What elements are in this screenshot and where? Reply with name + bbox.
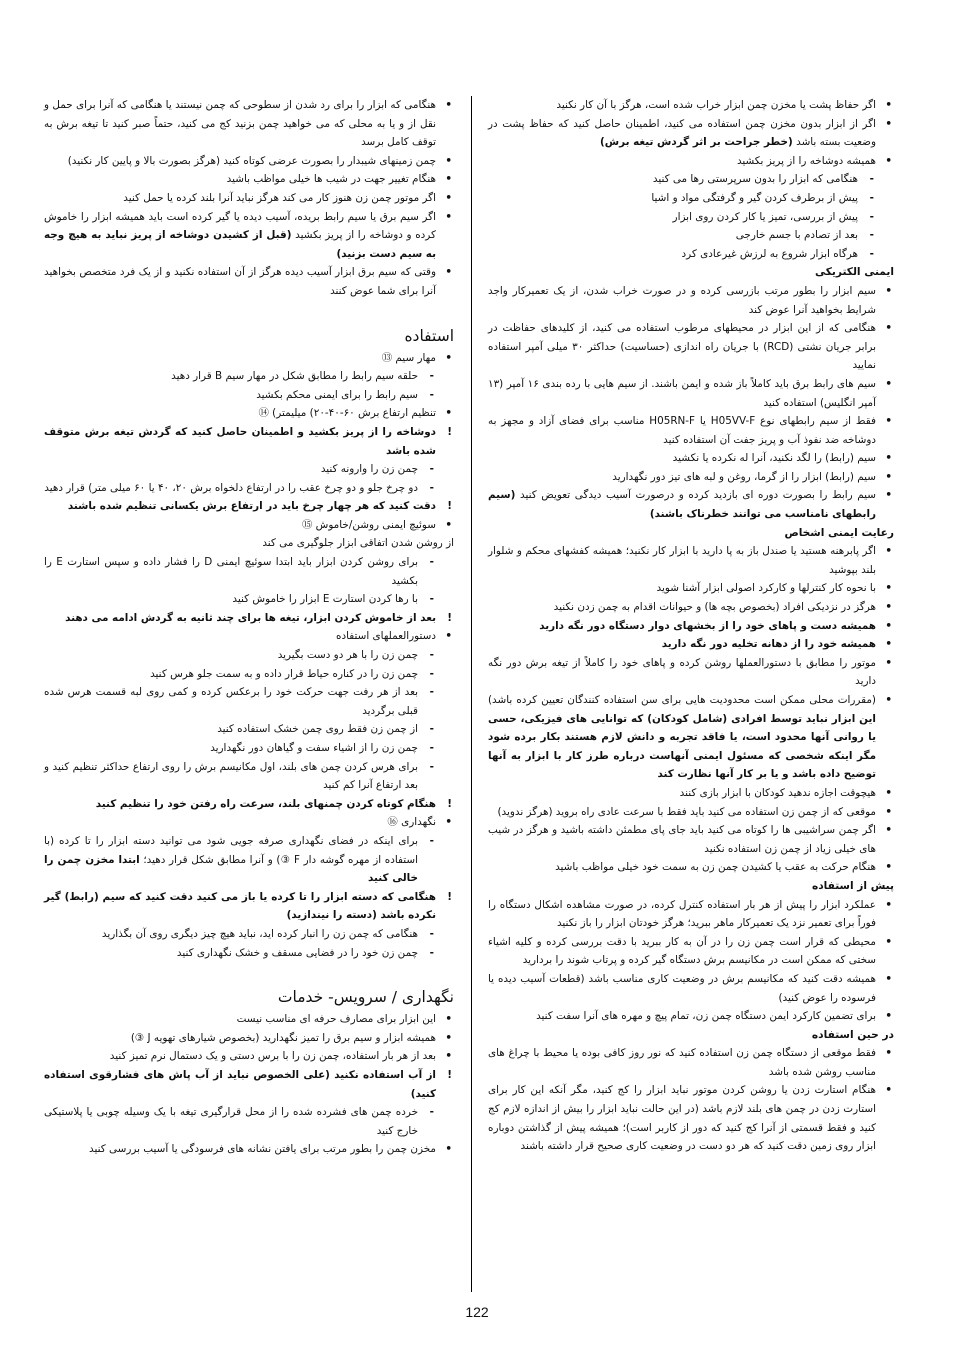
sub-item (488, 226, 894, 245)
text: هنگام حرکت به عقب یا کشیدن چمن زن به سمت خود خیلی مواظب باشید (555, 861, 876, 874)
bullet-item (44, 404, 454, 423)
bullet-icon: • (445, 1013, 452, 1026)
bullet-item (44, 1010, 454, 1029)
text: در حین استفاده (811, 1028, 894, 1041)
dash-icon: - (429, 946, 434, 959)
sub-item (44, 386, 454, 405)
bullet-icon: • (885, 154, 892, 167)
sub-item (44, 1103, 454, 1140)
bold-text: هنگام کوتاه کردن چمنهای بلند، سرعت راه رفتن خود را تنظیم کنید (95, 797, 436, 810)
dash-icon: - (429, 593, 434, 606)
sub-item (488, 208, 894, 227)
text: هنگامی که چمن زن را انبار کرده اید، نباید هیچ چیز دیگری روی آن بگذارید (101, 927, 418, 940)
text: چمن زن خود را در فضایی مسقف و خشک نگهداری کنید (176, 946, 418, 959)
text: برای اینکه در فضای نگهداری صرفه جویی شود می توانید دسته ابزار را تا کرده (با استفاده از مهره گوشه دار F ③) و آنرا مطابق شکل قرار دهید؛ (44, 834, 418, 866)
bullet-item (44, 96, 454, 152)
sub-item (44, 925, 454, 944)
sub-item (44, 758, 454, 795)
bullet-icon: • (445, 630, 452, 643)
bullet-icon: • (445, 518, 452, 531)
column-divider (471, 96, 472, 1292)
text: حلقه سیم رابط را مطابق شکل در مهار سیم B قرار دهید (171, 370, 418, 383)
sub-item (44, 479, 454, 498)
text: همیشه دقت کنید که مکانیسم برش در وضعیت کاری مناسب باشد (قطعات آسیب دیده یا فرسوده را عوض کنید) (488, 972, 876, 1004)
bullet-item (488, 375, 894, 412)
bullet-item (488, 152, 894, 171)
bullet-icon: • (445, 210, 452, 223)
text: برای تضمین کارکرد ایمن دستگاه چمن زن، تمام پیچ و مهره های آنرا سفت کنید (536, 1010, 876, 1023)
text: هرگاه ابزار شروع به لرزش غیرعادی کرد (681, 247, 858, 260)
bullet-icon: • (885, 972, 892, 985)
bullet-item (488, 449, 894, 468)
sub-item (44, 683, 454, 720)
text: هیچوقت اجازه ندهید کودکان با ابزار بازی کنند (679, 786, 876, 799)
warning-icon: ! (447, 611, 452, 624)
text: سیم (رابط) ابزار را از گرما، روغن و لبه های تیز دور نگهدارید (612, 470, 876, 483)
warning-icon: ! (447, 500, 452, 513)
text: اگر حفاظ پشت یا مخزن چمن ابزار خراب شده است، هرگز با آن کار نکنید (556, 99, 876, 111)
sub-item (44, 944, 454, 963)
text: هنگامی که ابزار را بدون سرپرستی رها می کنید (652, 173, 858, 186)
bullet-item (488, 468, 894, 487)
bullet-icon: • (445, 351, 452, 364)
sub-item (488, 245, 894, 264)
sub-item (44, 832, 454, 888)
text: برای هرس کردن چمن های بلند، اول مکانیسم برش را روی ارتفاع حداکثر تنظیم کنید و بعد ارتفاع آنرا کم کنید (44, 760, 418, 792)
bullet-item (488, 282, 894, 319)
dash-icon: - (429, 667, 434, 680)
bullet-icon: • (885, 824, 892, 837)
text: اگر از ابزار بدون مخزن چمن استفاده می کنید، اطمینان حاصل کنید که حفاظ پشت در وضعیت بسته باشد (488, 117, 876, 149)
text: چمن زن را در کناره حیاط قرار داده و به سمت جلو هرس کنید (150, 667, 418, 680)
sub-item (44, 590, 454, 609)
dash-icon: - (429, 556, 434, 569)
bullet-item (44, 189, 454, 208)
dash-icon: - (429, 760, 434, 773)
text: این ابزار برای مصارف حرفه ای مناسب نیست (236, 1013, 436, 1026)
text: پیش از استفاده (811, 879, 894, 892)
bullet-icon: • (885, 694, 892, 706)
bullet-icon: • (885, 582, 892, 595)
warning-item (44, 795, 454, 814)
bold-text: (خطر جراحت بر اثر گردش تیغه برش) (600, 136, 793, 149)
bullet-item (488, 598, 894, 617)
bullet-item (488, 858, 894, 877)
bullet-item (488, 635, 894, 654)
bold-text: (سیم رابطهای نامناسب می توانند خطرناک باشند) (488, 489, 876, 521)
bullet-item (488, 1007, 894, 1026)
dash-icon: - (429, 1106, 434, 1119)
text: فقط موقعی از دستگاه چمن زن استفاده کنید که نور روز کافی بوده یا محیط با چراغ های مناسب روشن شده باشد (488, 1047, 876, 1078)
section-heading (488, 877, 894, 896)
warning-icon: ! (447, 797, 452, 810)
dash-icon: - (869, 173, 874, 186)
text: موقعی که از چمن زن استفاده می کنید باید فقط با سرعت عادی راه بروید (هرگز ندوید) (497, 805, 876, 818)
bullet-icon: • (445, 1050, 452, 1063)
warning-item (44, 1066, 454, 1103)
text: اگر موتور چمن زن هنوز کار می کند هرگز نباید آنرا بلند کرده یا حمل کنید (123, 191, 436, 204)
bold-text: از آب استفاده نکنید (علی الخصوص نباید از آب پاش های فشارقوی استفاده کنید) (44, 1068, 436, 1100)
bullet-icon: • (885, 805, 892, 818)
text: سیم های رابط برق باید کاملاً باز شده و ایمن باشند. از سیم هایی با رده بندی ۱۶ آمپر (۱۳ آمپر انگلیس) استفاده کنید (488, 377, 877, 409)
section-title (44, 986, 454, 1008)
dash-icon: - (429, 723, 434, 736)
text: محیطی که قرار است چمن زن را در آن به کار ببرید با دقت بررسی کرده و کلیه اشیاء سختی که ممکن است در مکانیسم برش دستگاه گیر کرده و پرتاب شوند را بردارید (488, 935, 876, 967)
text: سیم رابط را بصورت دوره ای بازدید کرده و درصورت آسیب دیدگی تعویض کنید (519, 489, 877, 502)
bullet-icon: • (885, 284, 892, 297)
text: پیش از برطرف کردن گیر و گرفتگی مواد و اشیا (651, 191, 858, 204)
section-heading (488, 1026, 894, 1045)
bullet-item (488, 784, 894, 803)
bullet-icon: • (885, 1047, 892, 1060)
bullet-item (488, 933, 894, 970)
paragraph (44, 534, 454, 553)
bullet-icon: • (445, 1031, 452, 1044)
bullet-item (488, 617, 894, 636)
dash-icon: - (869, 210, 874, 223)
bullet-item (488, 115, 894, 152)
bold-text: ابتدا مخزن چمن را خالی کنید (44, 853, 418, 885)
bullet-icon: • (445, 266, 452, 279)
text: سوئیچ ایمنی روشن/خاموش ⑮ (301, 518, 436, 531)
warning-item (44, 888, 454, 925)
bullet-icon: • (885, 489, 892, 502)
bold-text: بعد از خاموش کردن ابزار، تیغه ها برای چند ثانیه به گردش ادامه می دهند (65, 611, 436, 624)
text: ایمنی الکتریکی (815, 266, 894, 279)
text: مخزن چمن را بطور مرتب برای یافتن نشانه های فرسودگی یا آسیب بررسی کنید (89, 1143, 436, 1156)
bullet-icon: • (885, 99, 892, 111)
bullet-icon: • (885, 619, 892, 632)
text: استفاده (404, 326, 454, 345)
bullet-item (488, 319, 894, 375)
text: چمن زن را وارونه کنید (320, 463, 418, 476)
section-heading (488, 524, 894, 543)
bullet-icon: • (885, 656, 892, 669)
bullet-icon: • (445, 154, 452, 167)
bullet-icon: • (885, 415, 892, 428)
sub-item (44, 460, 454, 479)
page-number: 122 (465, 1304, 489, 1320)
text: دو چرخ جلو و دو چرخ عقب را در ارتفاع دلخواه برش ۲۰، ۴۰ یا ۶۰ میلی متر) قرار دهید (44, 481, 418, 494)
text: با نحوه کار کنترلها و کارکرد اصولی ابزار آشنا شوید (656, 582, 876, 595)
bullet-item (488, 1044, 894, 1081)
text: وقتی که سیم برق ابزار آسیب دیده هرگز از آن استفاده نکنید و از یک فرد متخصص بخواهید آنرا برای شما عوض کنند (44, 266, 436, 297)
bullet-item (44, 152, 454, 171)
bullet-item (44, 627, 454, 646)
bold-text: دقت کنید که هر چهار چرخ باید در ارتفاع برش یکسانی تنظیم شده باشند (67, 500, 436, 513)
bullet-item (44, 516, 454, 535)
left-column (44, 96, 454, 1159)
text: با رها کردن استارت E ابزار را خاموش کنید (232, 593, 418, 606)
bullet-item (488, 1081, 894, 1155)
sub-item (44, 720, 454, 739)
bullet-item (488, 896, 894, 933)
dash-icon: - (429, 927, 434, 940)
bullet-icon: • (885, 377, 892, 390)
bullet-icon: • (885, 601, 892, 614)
text: نگهداری / سرویس- خدمات (277, 988, 454, 1007)
warning-icon: ! (447, 890, 452, 903)
warning-item (44, 497, 454, 516)
dash-icon: - (429, 649, 434, 662)
text: همیشه ابزار و سیم برق را تمیز نگهدارید (بخصوص شیارهای تهویه J ③) (130, 1031, 436, 1044)
bullet-item (488, 821, 894, 858)
bullet-item (488, 486, 894, 523)
text: سیم رابط را برای ایمنی محکم بکشید (256, 388, 418, 401)
text: از چمن زن فقط روی چمن خشک استفاده کنید (217, 723, 418, 736)
text: هنگام استارت زدن یا روشن کردن موتور نباید ابزار را کج کنید، مگر آنکه این کار برای استارت زدن در چمن های بلند لازم باشد (در این حالت نباید ابزار را بیش از اندازه لازم کج کنید و فقط قسمتی از آنرا کج کنید که دور از کاربر است)؛ همیشه پیش از گذاشتن دوباره ابزار روی زمین دقت کنید که هر دو دست در وضعیت کاری صحیح قرار داشته باشند (488, 1084, 876, 1153)
text: پیش از بررسی، تمیز یا کار کردن روی ابزار (672, 210, 858, 223)
warning-item (44, 609, 454, 628)
bullet-icon: • (445, 1143, 452, 1156)
sub-item (44, 646, 454, 665)
bullet-item (488, 691, 894, 784)
text: هرگز در نزدیکی افراد (بخصوص بچه ها) و حیوانات اقدام به چمن زدن نکنید (553, 601, 876, 614)
sub-item (44, 367, 454, 386)
text: نگهداری ⑯ (387, 816, 436, 829)
text: چمن زن را از اشیاء سفت و گیاهان دور نگهدارید (210, 742, 418, 754)
text: موتور را مطابق با دستورالعملها روشن کرده و پاهای خود را کاملاً از تیغه برش دور نگه دارید (488, 656, 876, 688)
bullet-icon: • (885, 452, 892, 465)
bullet-icon: • (445, 407, 452, 420)
text: تنظیم ارتفاع برش ۶۰-۴۰-۲۰) میلیمتر) ⑭ (258, 407, 436, 420)
text: چمن زمینهای شیبدار را بصورت عرضی کوتاه کنید (هرگز بصورت بالا و پایین کار نکنید) (67, 154, 436, 167)
text: (مقررات محلی ممکن است محدودیت هایی برای سن استفاده کنندگان تعیین کرده باشد) (488, 694, 876, 706)
bullet-icon: • (445, 99, 452, 111)
bullet-item (44, 1047, 454, 1066)
bold-text: دوشاخه را از پریز بکشید و اطمینان حاصل کنید که گردش تیغه برش متوقف شده باشد (44, 425, 436, 457)
dash-icon: - (429, 742, 434, 754)
bullet-icon: • (885, 638, 892, 651)
bullet-item (44, 208, 454, 264)
text: عملکرد ابزار را پیش از هر بار استفاده کنترل کرده، در صورت مشاهده اشکال دستگاه را فوراً برای تعمیر نزد یک تعمیرکار ماهر ببرید؛ هرگز خودتان ابزار را باز نکنید (488, 898, 876, 930)
text: خرده چمن های فشرده شده را از محل قرارگیری تیغه با یک وسیله چوبی یا پلاستیکی خارج کنید (44, 1106, 418, 1137)
warning-item (44, 423, 454, 460)
bullet-item (44, 170, 454, 189)
text: سیم (رابط) را لگد نکنید، آنرا له نکرده یا نکشید (672, 452, 876, 465)
dash-icon: - (429, 370, 434, 383)
text: هنگامی که ابزار را برای رد شدن از سطوحی که چمن نیستند یا هنگامی که آنرا برای حمل و نقل از و یا به محلی که می خواهید چمن بزنید کج می کنید، حتماً صبر کنید تا تیغه برش به توقف کامل برسد (44, 99, 436, 149)
bullet-item (44, 1140, 454, 1159)
sub-item (44, 553, 454, 590)
text: چمن زن را با هر دو دست بگیرید (277, 649, 418, 662)
bullet-icon: • (885, 322, 892, 335)
text: بعد از هر رفت جهت حرکت خود را برعکس کرده و کمی روی لبه قسمت هرس شده قبلی برگردید (44, 686, 418, 717)
bold-text: (قبل از کشیدن دوشاخه از پریز نباید به هیچ وجه به سیم دست بزنید) (44, 229, 436, 260)
bullet-item (488, 970, 894, 1007)
text: سیم ابزار را بطور مرتب بازرسی کرده و در صورت خراب شدن، از یک تعمیرکار واجد شرایط بخواهید آنرا عوض کند (488, 284, 876, 316)
text: دستورالعملهای استفاده (336, 630, 436, 643)
warning-icon: ! (447, 1068, 452, 1081)
bullet-icon: • (885, 1084, 892, 1097)
sub-item (44, 665, 454, 684)
bullet-item (44, 813, 454, 832)
section-title (44, 325, 454, 347)
text: مهار سیم ⑬ (381, 351, 436, 364)
bullet-icon: • (885, 898, 892, 911)
bullet-item (488, 96, 894, 115)
bullet-item (488, 803, 894, 822)
bullet-icon: • (885, 786, 892, 799)
dash-icon: - (429, 481, 434, 494)
bold-text: همیشه دست و پاهای خود را از بخشهای دوار دستگاه دور نگه دارید (539, 619, 876, 632)
bullet-item (488, 542, 894, 579)
text: از روشن شدن اتفاقی ابزار جلوگیری می کند (262, 537, 454, 550)
text: فقط از سیم رابطهای نوع H05VV-F یا H05RN-F مناسب برای فضای آزاد و مجهز به دوشاخه ضد نفوذ آب و پریز جفت آن استفاده کنید (488, 415, 876, 446)
bullet-icon: • (885, 117, 892, 130)
bullet-icon: • (445, 816, 452, 829)
text: بعد از هر بار استفاده، چمن زن را با برس دستی و یک دستمال نرم تمیز کنید (109, 1050, 436, 1063)
bullet-icon: • (885, 470, 892, 483)
bullet-icon: • (885, 935, 892, 948)
text: هنگام تغییر جهت در شیب ها خیلی مواظب باشید (226, 173, 436, 186)
text: همیشه دوشاخه را از پریز بکشید (736, 154, 876, 167)
sub-item (488, 189, 894, 208)
bullet-item (488, 579, 894, 598)
section-heading (488, 263, 894, 282)
text: بعد از تصادم با جسم خارجی (735, 229, 858, 242)
dash-icon: - (869, 191, 874, 204)
dash-icon: - (429, 686, 434, 699)
bullet-item (488, 412, 894, 449)
bullet-icon: • (445, 191, 452, 204)
text: اگر سیم برق یا سیم رابط بریده، آسیب دیده یا گیر کرده است باید همیشه ابزار را خاموش کرده و دوشاخه را از پریز بکشید (44, 210, 436, 242)
right-column (488, 96, 894, 1156)
text: اگر چمن سراشیبی ها را کوتاه می کنید باید جای پای مطمئن داشته باشید و هرگز در شیب های خیلی زیاد از چمن زن استفاده نکنید (488, 824, 876, 855)
dash-icon: - (869, 229, 874, 242)
bullet-item (488, 654, 894, 691)
text: رعایت ایمنی اشخاص (784, 526, 894, 539)
text: اگر پابرهنه هستید یا صندل باز به پا دارید با ابزار کار نکنید؛ همیشه کفشهای محکم و شلوار بلند بپوشید (488, 545, 876, 576)
bold-text: این ابزار نباید توسط افرادی (شامل کودکان) که توانایی های فیزیکی، حسی یا روانی آنها محدود است، یا فاقد تجربه و دانش لازم هستند بکار برده شود مگر اینکه شخصی که مسئول ایمنی آنهاست درباره طرز کار با ابزار به آنها توضیح داده باشد و یا بر کار آنها نظارت کند (488, 712, 876, 781)
warning-icon: ! (447, 425, 452, 438)
bullet-icon: • (885, 861, 892, 874)
bold-text: همیشه خود را از دهانه تخلیه دور نگه دارید (661, 638, 876, 651)
text: برای روشن کردن ابزار باید ابتدا سوئیچ ایمنی D را فشار داده و سپس استارت E را بکشید (44, 556, 418, 587)
bullet-icon: • (445, 173, 452, 186)
dash-icon: - (429, 834, 434, 847)
dash-icon: - (869, 247, 874, 260)
bullet-item (44, 349, 454, 368)
dash-icon: - (429, 463, 434, 476)
sub-item (44, 739, 454, 758)
dash-icon: - (429, 388, 434, 401)
bold-text: هنگامی که دسته ابزار را تا کرده یا باز می کنید دقت کنید که سیم (رابط) گیر نکرده باشد (دسته را نیندازید) (44, 890, 436, 922)
bullet-icon: • (885, 545, 892, 558)
bullet-item (44, 1029, 454, 1048)
bullet-item (44, 263, 454, 300)
text: هنگامی که از این ابزار در محیطهای مرطوب استفاده می کنید، از کلیدهای حفاظت در برابر جریان نشتی (RCD) با جریان راه اندازی (حساسیت) حداکثر ۳۰ میلی آمپر استفاده نمایید (488, 322, 876, 372)
bullet-icon: • (885, 1010, 892, 1023)
sub-item (488, 170, 894, 189)
